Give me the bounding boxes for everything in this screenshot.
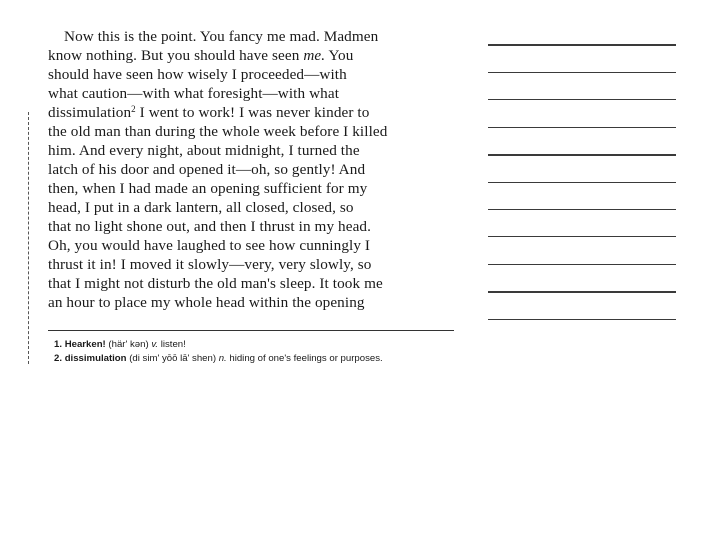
note-writing-line xyxy=(488,236,676,237)
footnote-definition: listen! xyxy=(158,339,186,350)
note-writing-line xyxy=(488,154,676,156)
footnote-definition: hiding of one's feelings or purposes. xyxy=(226,353,383,364)
passage-line-5-text: dissimulation xyxy=(48,104,132,121)
footnote-pronunciation: (här' kən) xyxy=(105,339,152,350)
passage-line-3: should have seen how wisely I proceeded—with xyxy=(48,66,347,83)
footnote-ref-2: 2 xyxy=(131,104,136,114)
footnote-pronunciation: (di sim' yōō lā' shen) xyxy=(126,353,219,364)
emphasis-me: me. xyxy=(303,47,326,64)
note-lines-area xyxy=(488,44,676,346)
passage-line-1: Now this is the point. You fancy me mad. Madmen xyxy=(64,28,379,45)
passage-line-12: Oh, you would have laughed to see how cunningly I xyxy=(48,237,371,254)
footnote-term: dissimulation xyxy=(64,353,127,364)
passage-line-5-tail: I went to work! I was never kinder to xyxy=(135,104,370,121)
note-writing-line xyxy=(488,127,676,128)
passage-line-2-text: know nothing. But you should have seen xyxy=(48,47,300,64)
passage-line-11: that no light shone out, and then I thrust in my head. xyxy=(48,218,372,235)
passage-line-2-tail: You xyxy=(325,47,354,64)
footnote-number: 1. xyxy=(54,339,63,350)
note-writing-line xyxy=(488,182,676,183)
footnotes xyxy=(54,338,474,366)
passage-line-7: him. And every night, about midnight, I turned the xyxy=(48,142,360,159)
footnote-1 xyxy=(54,338,474,352)
footnote-2 xyxy=(54,352,474,366)
note-writing-line xyxy=(488,264,676,265)
dotted-margin-guide xyxy=(28,112,29,364)
passage-line-8: latch of his door and opened it—oh, so gently! And xyxy=(48,161,366,178)
footnote-part-of-speech: v. xyxy=(151,339,159,350)
story-passage xyxy=(48,27,468,312)
footnote-number: 2. xyxy=(54,353,63,364)
note-writing-line xyxy=(488,44,676,46)
passage-line-9: then, when I had made an opening sufficient for my xyxy=(48,180,368,197)
footnote-part-of-speech: n. xyxy=(218,353,227,364)
note-writing-line xyxy=(488,209,676,210)
passage-line-5 xyxy=(48,103,468,122)
passage-line-2 xyxy=(48,46,468,65)
passage-line-10: head, I put in a dark lantern, all closed, closed, so xyxy=(48,199,354,216)
note-writing-line xyxy=(488,99,676,100)
passage-line-13: thrust it in! I moved it slowly—very, very slowly, so xyxy=(48,256,372,273)
note-writing-line xyxy=(488,291,676,293)
passage-line-4: what caution—with what foresight—with what xyxy=(48,85,340,102)
passage-line-15: an hour to place my whole head within the opening xyxy=(48,294,365,311)
footnote-divider xyxy=(48,330,454,331)
passage-line-14: that I might not disturb the old man's sleep. It took me xyxy=(48,275,383,292)
passage-line-6: the old man than during the whole week before I killed xyxy=(48,123,388,140)
note-writing-line xyxy=(488,319,676,320)
note-writing-line xyxy=(488,72,676,73)
footnote-term: Hearken! xyxy=(64,339,106,350)
